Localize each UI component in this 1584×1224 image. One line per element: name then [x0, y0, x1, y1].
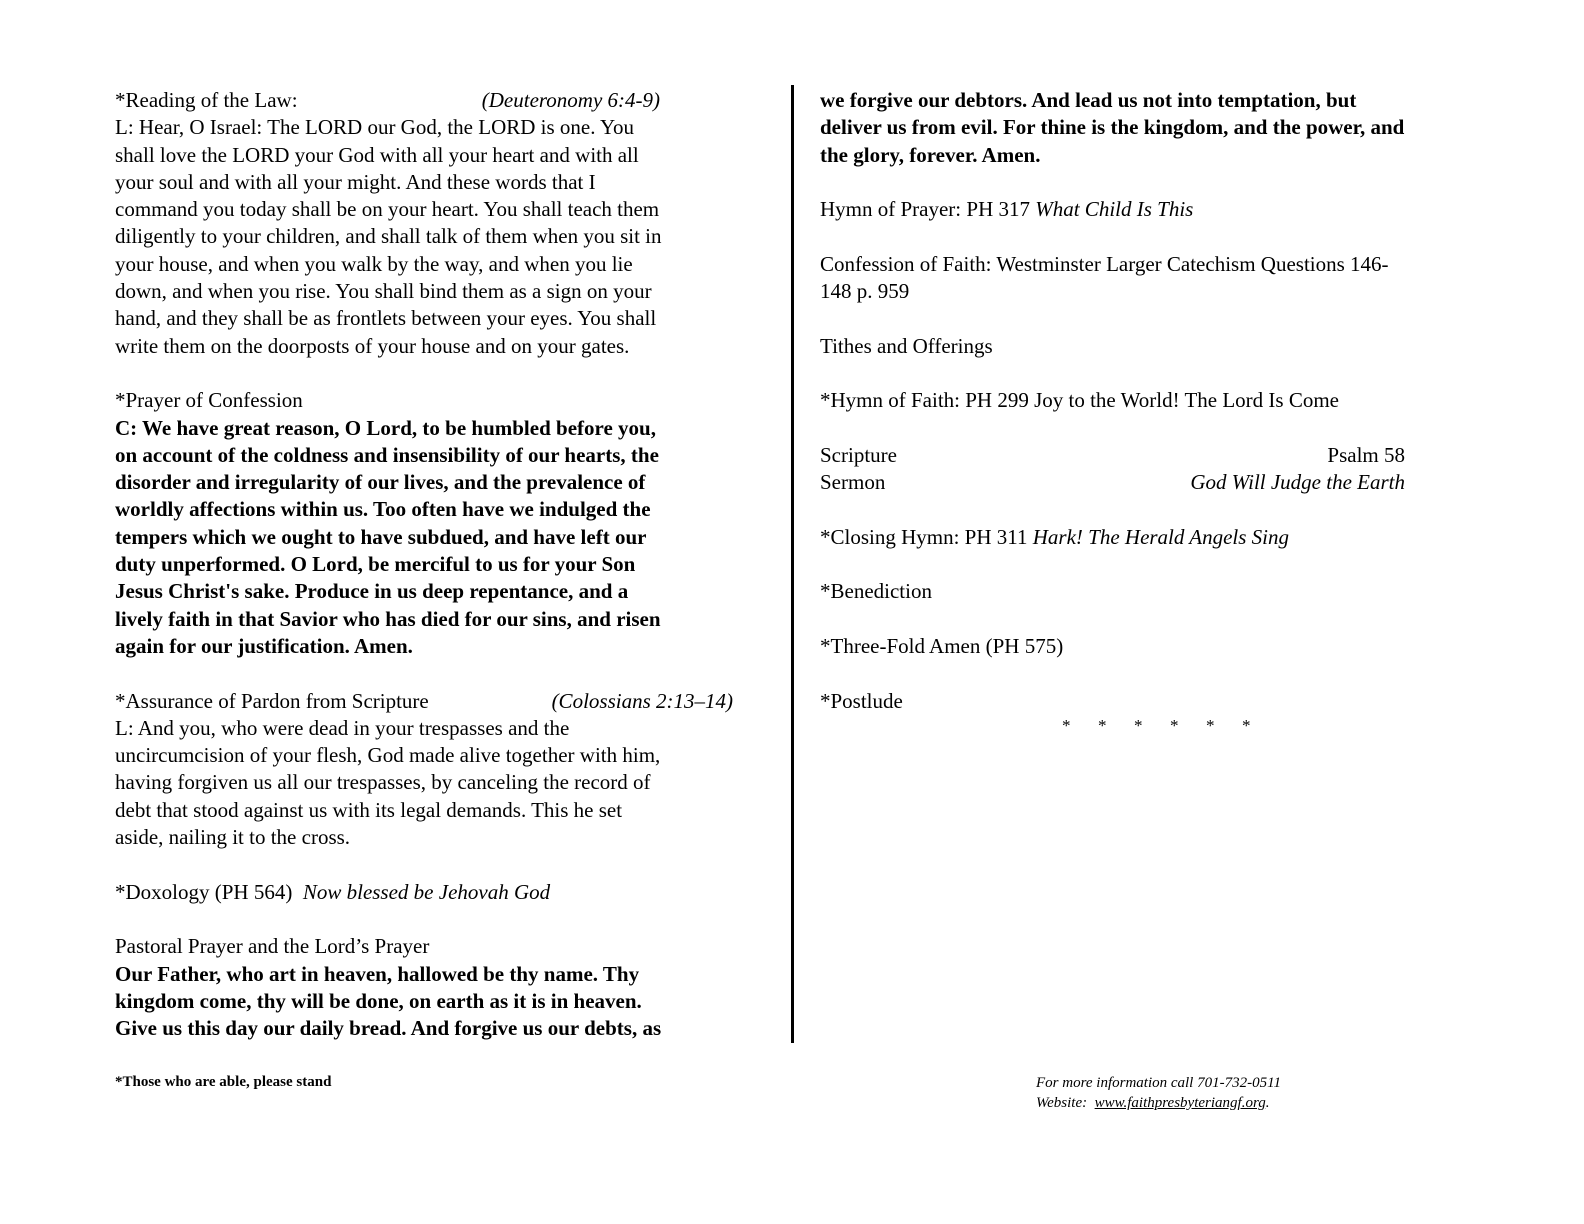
text-line: C: We have great reason, O Lord, to be humbled before you,: [115, 415, 656, 440]
reading-of-law-text: [115, 114, 755, 360]
star-glyph: *: [1242, 715, 1251, 735]
prayer-of-confession-heading: *Prayer of Confession: [115, 388, 303, 413]
closing-hymn: [820, 524, 1500, 551]
tithes-and-offerings: Tithes and Offerings: [820, 333, 993, 358]
text-line: down, and when you rise. You shall bind them as a sign on your: [115, 279, 652, 304]
prayer-of-confession-text: [115, 415, 755, 661]
star-glyph: *: [1206, 715, 1215, 735]
postlude: *Postlude: [820, 688, 903, 713]
section-end-stars: [820, 715, 1500, 737]
scripture-value: Psalm 58: [1327, 442, 1405, 467]
text-line: the glory, forever. Amen.: [820, 142, 1041, 167]
doxology-label: *Doxology (PH 564): [115, 879, 293, 904]
text-line: your house, and when you walk by the way, and when you lie: [115, 251, 633, 276]
benediction: *Benediction: [820, 579, 932, 604]
hymn-of-faith: *Hymn of Faith: PH 299 Joy to the World! The Lord Is Come: [820, 388, 1340, 413]
hymn-of-prayer-label: Hymn of Prayer: PH 317: [820, 197, 1030, 222]
sermon-row: [820, 469, 1405, 496]
text-line: duty unperformed. O Lord, be merciful to us for your Son: [115, 552, 636, 577]
three-fold-amen: *Three-Fold Amen (PH 575): [820, 633, 1064, 658]
lords-prayer-continued: [820, 87, 1500, 169]
closing-hymn-title: Hark! The Herald Angels Sing: [1032, 524, 1290, 549]
standing-note: *Those who are able, please stand: [115, 1074, 332, 1090]
text-line: Jesus Christ's sake. Produce in us deep repentance, and a: [115, 579, 629, 604]
scripture-row: [820, 442, 1405, 469]
text-line: Give us this day our daily bread. And forgive us our debts, as: [115, 1016, 662, 1041]
assurance-of-pardon-label: *Assurance of Pardon from Scripture: [115, 688, 429, 713]
hymn-of-prayer-title: What Child Is This: [1035, 197, 1194, 222]
assurance-of-pardon-text: [115, 715, 755, 851]
phone-info: For more information call 701-732-0511: [1036, 1075, 1281, 1091]
pastoral-prayer-heading: Pastoral Prayer and the Lord’s Prayer: [115, 934, 430, 959]
star-glyph: *: [1062, 715, 1071, 735]
right-column: [820, 87, 1500, 737]
sermon-title: God Will Judge the Earth: [1190, 470, 1405, 495]
text-line: disorder and irregularity of our lives, and the prevalence of: [115, 470, 646, 495]
text-line: tempers which we ought to have subdued, and have left our: [115, 524, 647, 549]
doxology-line: [115, 879, 755, 906]
text-line: your soul and with all your might. And these words that I: [115, 169, 596, 194]
text-line: again for our justification. Amen.: [115, 633, 413, 658]
text-line: deliver us from evil. For thine is the kingdom, and the power, and: [820, 115, 1405, 140]
reading-of-law-reference: (Deuteronomy 6:4-9): [481, 88, 660, 112]
text-line: shall love the LORD your God with all your heart and with all: [115, 142, 639, 167]
text-line: L: And you, who were dead in your trespasses and the: [115, 715, 570, 740]
column-divider: [791, 85, 794, 1043]
text-line: debt that stood against us with its legal demands. This he set: [115, 797, 623, 822]
text-line: kingdom come, thy will be done, on earth as it is in heaven.: [115, 988, 642, 1013]
reading-of-law-label: *Reading of the Law:: [115, 88, 298, 112]
left-column: [115, 87, 755, 1042]
text-line: we forgive our debtors. And lead us not into temptation, but: [820, 88, 1357, 112]
star-glyph: *: [1098, 715, 1107, 735]
text-line: Confession of Faith: Westminster Larger Catechism Questions 146-: [820, 251, 1389, 276]
website-line: [1036, 1093, 1281, 1113]
assurance-of-pardon-reference: (Colossians 2:13–14): [551, 688, 733, 713]
text-line: Our Father, who art in heaven, hallowed be thy name. Thy: [115, 961, 640, 986]
star-glyph: *: [1170, 715, 1179, 735]
reading-of-law-heading: [115, 87, 660, 114]
text-line: worldly affections within us. Too often have we indulged the: [115, 497, 651, 522]
text-line: L: Hear, O Israel: The LORD our God, the LORD is one. You: [115, 115, 635, 140]
website-suffix: .: [1265, 1095, 1270, 1111]
doxology-title: Now blessed be Jehovah God: [302, 879, 551, 904]
text-line: on account of the coldness and insensibility of our hearts, the: [115, 442, 659, 467]
text-line: diligently to your children, and shall talk of them when you sit in: [115, 224, 662, 249]
text-line: hand, and they shall be as frontlets between your eyes. You shall: [115, 306, 657, 331]
hymn-of-prayer: [820, 196, 1500, 223]
website-label: Website:: [1036, 1095, 1095, 1111]
confession-of-faith: [820, 251, 1500, 306]
text-line: 148 p. 959: [820, 279, 910, 304]
text-line: write them on the doorposts of your house and on your gates.: [115, 333, 630, 358]
text-line: having forgiven us all our trespasses, by canceling the record of: [115, 770, 651, 795]
website-link[interactable]: www.faithpresbyteriangf.org: [1094, 1095, 1266, 1111]
star-glyph: *: [1134, 715, 1143, 735]
assurance-of-pardon-heading: [115, 688, 733, 715]
lords-prayer-text: [115, 961, 755, 1043]
scripture-label: Scripture: [820, 442, 897, 467]
text-line: command you today shall be on your heart. You shall teach them: [115, 197, 660, 222]
closing-hymn-label: *Closing Hymn: PH 311: [820, 524, 1028, 549]
text-line: lively faith in that Savior who has died for our sins, and risen: [115, 606, 661, 631]
sermon-label: Sermon: [820, 470, 886, 495]
text-line: uncircumcision of your flesh, God made alive together with him,: [115, 743, 661, 768]
contact-info: [1036, 1073, 1281, 1113]
text-line: aside, nailing it to the cross.: [115, 825, 351, 850]
